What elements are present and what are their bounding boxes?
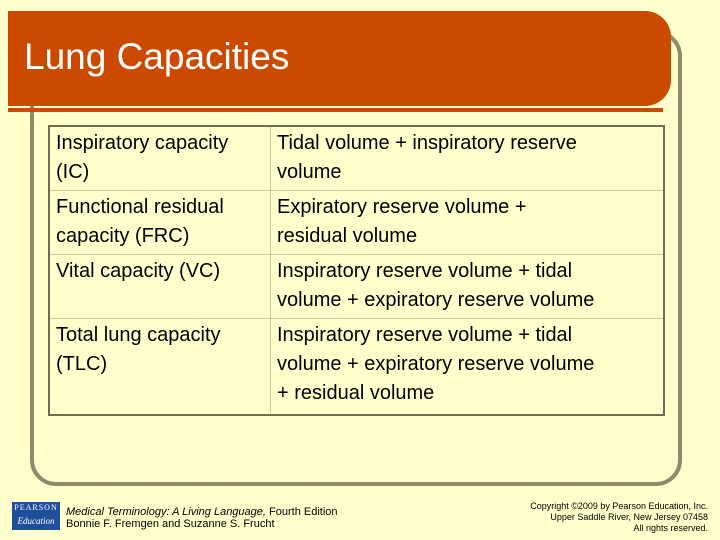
definition-cell <box>271 126 665 191</box>
pearson-education-logo <box>12 502 60 530</box>
slide-title: Lung Capacities <box>24 36 290 77</box>
copyright-line: Copyright ©2009 by Pearson Education, Inc. <box>530 501 708 511</box>
title-bar <box>8 11 671 106</box>
table-row <box>49 126 664 191</box>
term-line: Inspiratory capacity <box>56 132 229 154</box>
book-edition: Fourth Edition <box>265 506 338 518</box>
term-cell <box>49 191 271 255</box>
logo-line-2: Education <box>17 516 55 526</box>
definition-line: Tidal volume + inspiratory reserve <box>277 132 577 154</box>
definition-line: Expiratory reserve volume + <box>277 196 527 218</box>
book-authors: Bonnie F. Fremgen and Suzanne S. Frucht <box>66 518 275 530</box>
definition-cell <box>271 319 665 416</box>
definition-line: volume + expiratory reserve volume <box>277 289 595 311</box>
definition-line: volume + expiratory reserve volume <box>277 353 595 375</box>
book-title: Medical Terminology: A Living Language, <box>66 506 266 518</box>
rights-line: All rights reserved. <box>633 523 708 533</box>
title-underline <box>8 108 663 112</box>
footer-citation <box>66 506 338 530</box>
definition-line: volume <box>277 161 342 183</box>
definition-line: Inspiratory reserve volume + tidal <box>277 324 573 346</box>
term-line: Functional residual <box>56 196 224 218</box>
logo-line-1: PEARSON <box>14 503 58 512</box>
term-cell <box>49 126 271 191</box>
footer-copyright <box>530 501 708 534</box>
term-cell <box>49 319 271 416</box>
definition-cell <box>271 255 665 319</box>
definition-line: residual volume <box>277 225 418 247</box>
table-row <box>49 191 664 255</box>
definition-line: + residual volume <box>277 382 435 404</box>
table-row <box>49 319 664 416</box>
address-line: Upper Saddle River, New Jersey 07458 <box>550 512 708 522</box>
term-line: Total lung capacity <box>56 324 221 346</box>
lung-capacities-table <box>48 125 665 416</box>
term-cell <box>49 255 271 319</box>
definition-cell <box>271 191 665 255</box>
table-row <box>49 255 664 319</box>
term-line: (TLC) <box>56 353 108 375</box>
term-line: capacity (FRC) <box>56 225 190 247</box>
term-line: Vital capacity (VC) <box>56 260 221 282</box>
term-line: (IC) <box>56 161 90 183</box>
definition-line: Inspiratory reserve volume + tidal <box>277 260 573 282</box>
